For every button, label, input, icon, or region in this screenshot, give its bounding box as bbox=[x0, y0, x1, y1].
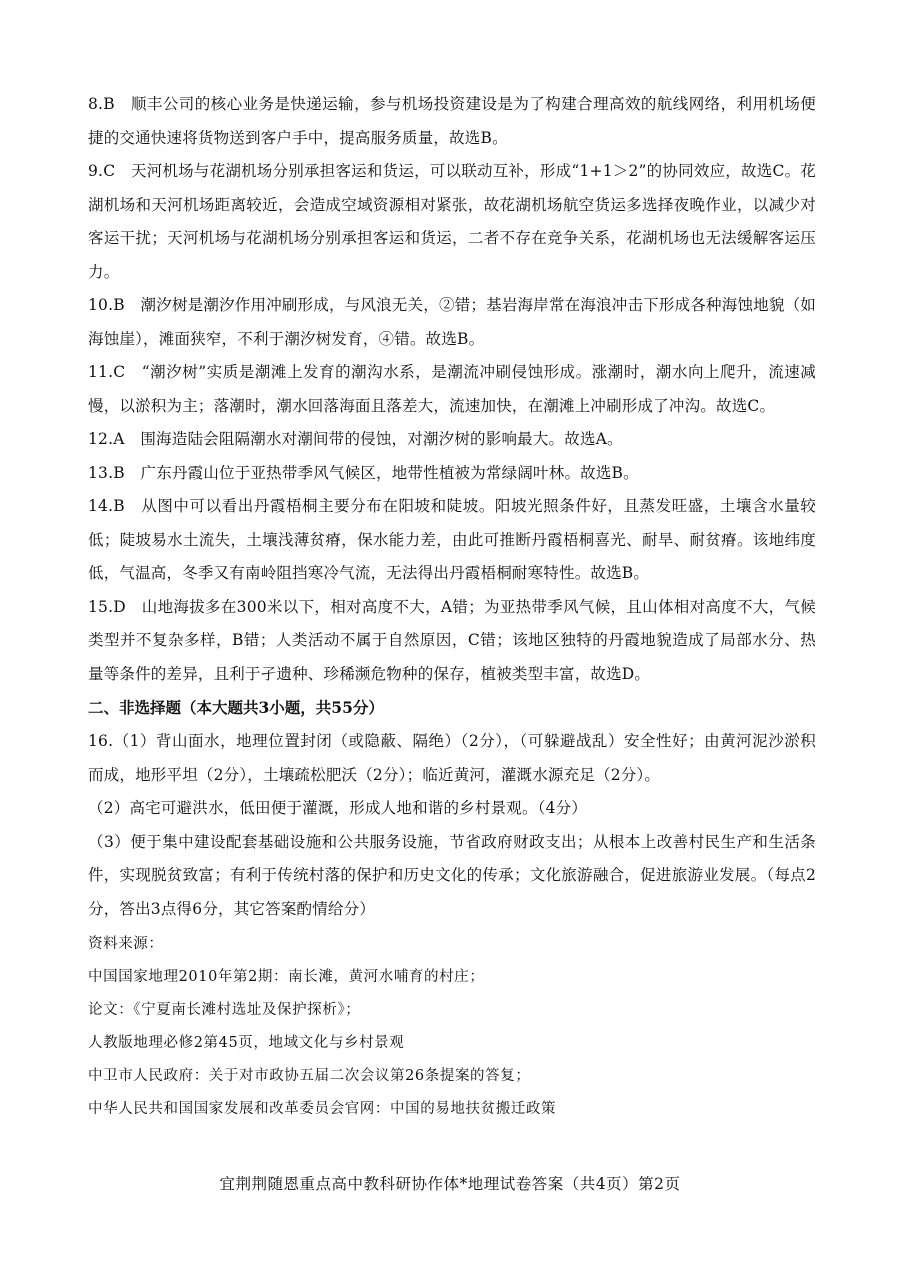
section-heading: 二、非选择题（本大题共3小题，共55分） bbox=[88, 698, 384, 717]
answer-12: 12.A 围海造陆会阻隔潮水对潮间带的侵蚀，对潮汐树的影响最大。故选A。 bbox=[88, 430, 623, 448]
answer-16-part-3: （3）便于集中建设配套基础设施和公共服务设施，节省政府财政支出；从根本上改善村民生产和生活条件，实现脱贫致富；有利于传统村落的保护和历史文化的传承；文化旅游融合，促进旅游业发展。（每点2分，答出3点得6分，其它答案酌情给分） bbox=[88, 832, 816, 918]
answer-9: 9.C 天河机场与花湖机场分别承担客运和货运，可以联动互补，形成“1+1＞2”的协同效应，故选C。花湖机场和天河机场距离较近，会造成空域资源相对紧张，故花湖机场航空货运多选择夜晚作业，以减少对客运干扰；天河机场与花湖机场分别承担客运和货运，二者不存在竞争关系，花湖机场也无法缓解客运压力。 bbox=[88, 162, 816, 281]
source-item: 论文：《宁夏南长滩村选址及保护探析》； bbox=[88, 1002, 361, 1018]
source-item: 人教版地理必修2第45页，地域文化与乡村景观 bbox=[88, 1035, 405, 1051]
answer-15: 15.D 山地海拔多在300米以下，相对高度不大，A错；为亚热带季风气候，且山体相对高度不大，气候类型并不复杂多样，B错；人类活动不属于自然原因，C错；该地区独特的丹霞地貌造成了局部水分、热量等条件的差异，且利于孑遗种、珍稀濒危物种的保存，植被类型丰富，故选D。 bbox=[88, 597, 816, 683]
answer-11: 11.C “潮汐树”实质是潮滩上发育的潮沟水系，是潮流冲刷侵蚀形成。涨潮时，潮水向上爬升，流速减慢，以淤积为主；落潮时，潮水回落海面且落差大，流速加快，在潮滩上冲刷形成了冲沟。故选C。 bbox=[88, 363, 816, 415]
sources-title: 资料来源： bbox=[88, 936, 164, 952]
answer-14: 14.B 从图中可以看出丹霞梧桐主要分布在阳坡和陡坡。阳坡光照条件好，且蒸发旺盛，土壤含水量较低；陡坡易水土流失，土壤浅薄贫瘠，保水能力差，由此可推断丹霞梧桐喜光、耐旱、耐贫瘠。该地纬度低，气温高，冬季又有南岭阻挡寒冷气流，无法得出丹霞梧桐耐寒特性。故选B。 bbox=[88, 497, 816, 582]
source-item: 中国国家地理2010年第2期：南长滩，黄河水哺育的村庄； bbox=[88, 969, 485, 985]
answer-13: 13.B 广东丹霞山位于亚热带季风气候区，地带性植被为常绿阔叶林。故选B。 bbox=[88, 463, 639, 482]
answer-16-part-1: 16.（1）背山面水，地理位置封闭（或隐蔽、隔绝）（2分），（可躲避战乱）安全性好；由黄河泥沙淤积而成，地形平坦（2分），土壤疏松肥沃（2分）；临近黄河，灌溉水源充足（2分）。 bbox=[88, 732, 816, 784]
page-footer: 宜荆荆随恩重点高中教科研协作体*地理试卷答案（共4页）第2页 bbox=[219, 1175, 681, 1193]
source-item: 中卫市人民政府：关于对市政协五届二次会议第26条提案的答复； bbox=[88, 1068, 531, 1084]
answer-8: 8.B 顺丰公司的核心业务是快递运输，参与机场投资建设是为了构建合理高效的航线网络，利用机场便捷的交通快速将货物送到客户手中，提高服务质量，故选B。 bbox=[88, 95, 816, 147]
source-item: 中华人民共和国国家发展和改革委员会官网：中国的易地扶贫搬迁政策 bbox=[88, 1101, 557, 1117]
answer-10: 10.B 潮汐树是潮汐作用冲刷形成，与风浪无关，②错；基岩海岸常在海浪冲击下形成各种海蚀地貌（如海蚀崖），滩面狭窄，不利于潮汐树发育，④错。故选B。 bbox=[88, 296, 816, 348]
page-content bbox=[88, 88, 816, 1126]
answer-16-part-2: （2）高宅可避洪水，低田便于灌溉，形成人地和谐的乡村景观。（4分） bbox=[88, 799, 588, 817]
